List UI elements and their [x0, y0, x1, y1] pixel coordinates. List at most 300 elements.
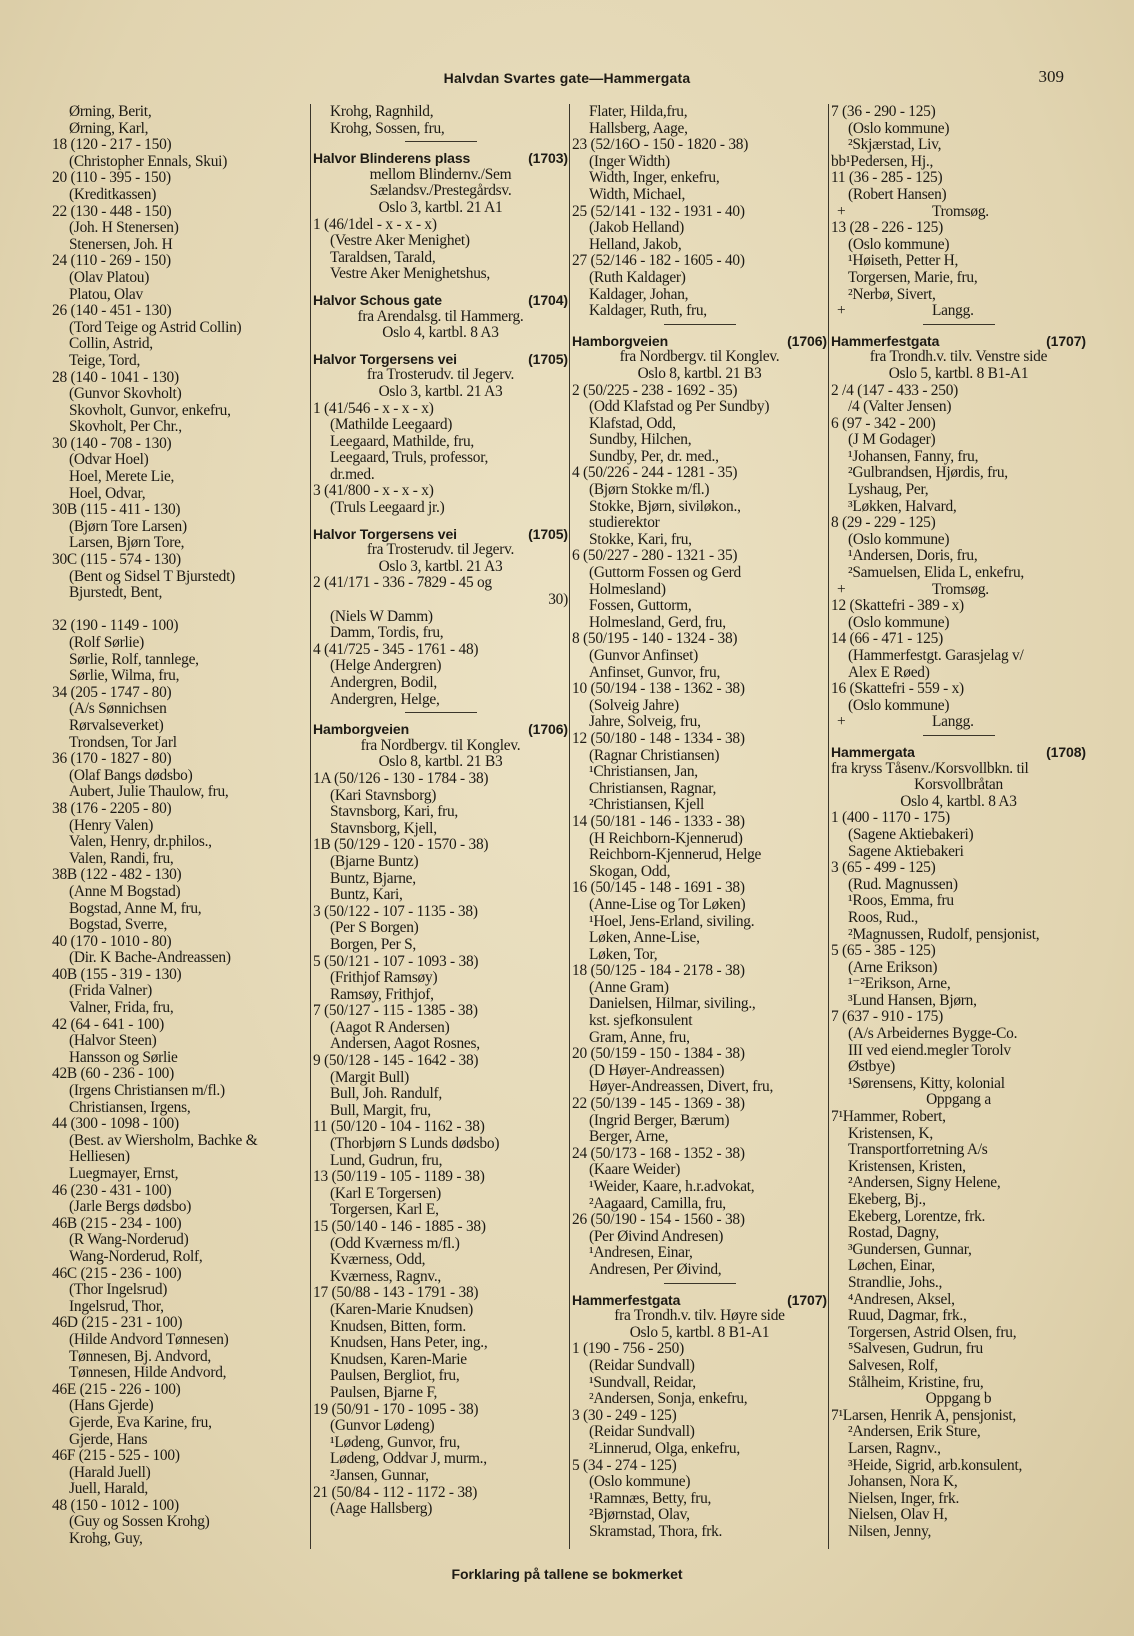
entry-line: Gjerde, Hans	[69, 1430, 148, 1448]
entry-line: ²Aagaard, Camilla, fru,	[589, 1194, 726, 1212]
entry-line: Flater, Hilda,fru,	[589, 104, 688, 120]
entry-line: 20 (50/159 - 150 - 1384 - 38)	[572, 1045, 745, 1063]
cross-street: Tromsøg.	[932, 202, 989, 220]
entry-line: Stavnsborg, Kari, fru,	[330, 803, 459, 821]
entry-line: Kristensen, Kristen,	[848, 1157, 966, 1175]
entry-line: (Arne Erikson)	[848, 958, 938, 976]
entry-line: (Thor Ingelsrud)	[69, 1281, 168, 1299]
entry-line: 1 (190 - 756 - 250)	[572, 1340, 684, 1358]
entry-line: Oppgang b	[925, 1390, 992, 1408]
cross-street-marker: +	[837, 713, 846, 731]
entry-line: (A/s Arbeidernes Bygge-Co.	[848, 1025, 1018, 1043]
entry-line: (Truls Leegaard jr.)	[330, 499, 445, 517]
entry-line: ⁴Andresen, Aksel,	[848, 1290, 955, 1308]
entry-line: 19 (50/91 - 170 - 1095 - 38)	[313, 1400, 479, 1418]
entry-line: (Harald Juell)	[69, 1463, 151, 1481]
entry-line: (Robert Hansen)	[848, 185, 947, 203]
entry-line: 1A (50/126 - 130 - 1784 - 38)	[313, 769, 489, 787]
entry-line: (Per S Borgen)	[330, 919, 419, 937]
entry-line: Leegaard, Truls, professor,	[330, 449, 489, 467]
entry-line: (Oslo kommune)	[848, 235, 950, 253]
entry-line: ²Christiansen, Kjell	[589, 796, 705, 814]
entry-line: (Guttorm Fossen og Gerd	[589, 564, 741, 582]
street-number: (1703)	[528, 150, 568, 167]
entry-line: (Niels W Damm)	[330, 607, 433, 625]
street-heading	[313, 721, 568, 738]
entry-line: 28 (140 - 1041 - 130)	[52, 368, 179, 386]
entry-line: Sundby, Hilchen,	[589, 431, 692, 449]
entry-line: Trondsen, Tor Jarl	[69, 733, 177, 751]
entry-line: 26 (140 - 451 - 130)	[52, 302, 172, 320]
entry-line: kst. sjefkonsulent	[589, 1012, 693, 1030]
entry-line: Sagene Aktiebakeri	[848, 842, 964, 860]
entry-line: (Odd Kværness m/fl.)	[330, 1234, 460, 1252]
entry-line: 9 (50/128 - 145 - 1642 - 38)	[313, 1052, 479, 1070]
entry-line: Andresen, Per Øivind,	[589, 1260, 722, 1278]
entry-line: 11 (50/120 - 104 - 1162 - 38)	[313, 1118, 485, 1136]
entry-line: (Joh. H Stenersen)	[69, 219, 179, 237]
entry-line	[831, 582, 1086, 599]
street-name: Hammerfestgata	[572, 1291, 681, 1308]
entry-line: Lund, Gudrun, fru,	[330, 1151, 443, 1169]
entry-line: 4 (41/725 - 345 - 1761 - 48)	[313, 640, 479, 658]
entry-line: Oslo 8, kartbl. 21 B3	[378, 753, 503, 771]
section-rule	[405, 712, 477, 713]
entry-line: (Bent og Sidsel T Bjurstedt)	[69, 567, 236, 585]
entry-line: Bull, Joh. Randulf,	[330, 1085, 442, 1103]
entry-line: Ruud, Dagmar, frk.,	[848, 1307, 967, 1325]
entry-line: (Guy og Sossen Krohg)	[69, 1513, 210, 1531]
entry-line: ²Skjærstad, Liv,	[848, 136, 942, 154]
entry-line: (Anne-Lise og Tor Løken)	[589, 895, 746, 913]
entry-line: Salvesen, Rolf,	[848, 1356, 938, 1374]
entry-line: Anfinset, Gunvor, fru,	[589, 663, 721, 681]
entry-line: (Olav Platou)	[69, 268, 150, 286]
entry-line: fra Trondh.v. tilv. Høyre side	[614, 1307, 785, 1325]
entry-line: Korsvollbråtan	[914, 776, 1003, 794]
entry-line: (Hilde Andvord Tønnesen)	[69, 1330, 229, 1348]
column-1	[52, 104, 308, 1554]
entry-line: Krohg, Sossen, fru,	[330, 119, 445, 137]
entry-line: Oppgang a	[926, 1091, 991, 1109]
entry-line: ³Gundersen, Gunnar,	[848, 1240, 972, 1258]
entry-line: fra Arendalsg. til Hammerg.	[357, 307, 524, 325]
entry-line: 38 (176 - 2205 - 80)	[52, 799, 172, 817]
entry-line: (D Høyer-Andreassen)	[589, 1061, 725, 1079]
entry-line: 1 (400 - 1170 - 175)	[831, 809, 950, 827]
entry-line: 1B (50/129 - 120 - 1570 - 38)	[313, 836, 489, 854]
entry-line: Stålheim, Kristine, fru,	[848, 1373, 984, 1391]
entry-line: 10 (50/194 - 138 - 1362 - 38)	[572, 680, 745, 698]
street-name: Halvor Schous gate	[313, 291, 442, 308]
section-rule	[664, 324, 736, 325]
entry-line: Kværness, Ragnv.,	[330, 1267, 442, 1285]
entry-line: 1 (41/546 - x - x - x)	[313, 399, 434, 417]
entry-line: 3 (30 - 249 - 125)	[572, 1406, 677, 1424]
street-name: Halvor Torgersens vei	[313, 350, 457, 367]
entry-line: 7 (36 - 290 - 125)	[831, 104, 936, 120]
entry-line: ¹Sørensens, Kitty, kolonial	[848, 1074, 1005, 1092]
entry-line: studierektor	[589, 514, 660, 532]
cross-street-marker: +	[837, 202, 846, 220]
entry-line: (Irgens Christiansen m/fl.)	[69, 1082, 225, 1100]
entry-line: Reichborn-Kjennerud, Helge	[589, 846, 762, 864]
entry-line: ¹Andersen, Doris, fru,	[848, 547, 978, 565]
entry-line: Christiansen, Ragnar,	[589, 779, 717, 797]
entry-line: 46B (215 - 234 - 100)	[52, 1214, 182, 1232]
entry-line: Torgersen, Karl E,	[330, 1201, 439, 1219]
street-name: Halvor Torgersens vei	[313, 525, 457, 542]
cross-street-marker: +	[837, 580, 846, 598]
entry-line: Klafstad, Odd,	[589, 414, 676, 432]
street-heading	[313, 351, 568, 368]
entry-line: Ørning, Karl,	[69, 119, 149, 137]
entry-line: Hallsberg, Aage,	[589, 119, 688, 137]
entry-line: Stokke, Bjørn, siviløkon.,	[589, 497, 741, 515]
column-2	[313, 104, 568, 1554]
entry-line: (Inger Width)	[589, 152, 670, 170]
entry-line: ²Linnerud, Olga, enkefru,	[589, 1439, 740, 1457]
section-rule	[923, 735, 995, 736]
entry-line: Valner, Frida, fru,	[69, 999, 174, 1017]
section-rule	[664, 1283, 736, 1284]
entry-line: 26 (50/190 - 154 - 1560 - 38)	[572, 1211, 745, 1229]
entry-line: ²Nerbø, Sivert,	[848, 285, 936, 303]
entry-line: 18 (50/125 - 184 - 2178 - 38)	[572, 962, 745, 980]
entry-line: 2 /4 (147 - 433 - 250)	[831, 381, 959, 399]
street-name: Hamborgveien	[572, 332, 669, 349]
entry-line: (A/s Sønnichsen	[69, 700, 167, 718]
entry-line: Transportforretning A/s	[848, 1141, 988, 1159]
cross-street: Tromsøg.	[932, 580, 989, 598]
street-number: (1707)	[1046, 332, 1086, 349]
entry-line: 16 (50/145 - 148 - 1691 - 38)	[572, 879, 745, 897]
street-name: Hamborgveien	[313, 721, 410, 738]
entry-line: fra Trondh.v. tilv. Venstre side	[869, 348, 1048, 366]
entry-line: Width, Michael,	[589, 185, 686, 203]
street-heading	[313, 526, 568, 543]
entry-line: 18 (120 - 217 - 150)	[52, 136, 172, 154]
entry-line: Oslo 3, kartbl. 21 A1	[378, 198, 503, 216]
entry-line: fra Nordbergv. til Konglev.	[619, 348, 780, 366]
entry-line: fra Trosterudv. til Jegerv.	[366, 541, 515, 559]
entry-line: 24 (110 - 269 - 150)	[52, 252, 171, 270]
entry-line: 2 (50/225 - 238 - 1692 - 35)	[572, 381, 738, 399]
entry-line: (Frida Valner)	[69, 982, 152, 1000]
entry-line: Kværness, Odd,	[330, 1251, 426, 1269]
entry-line: Luegmayer, Ernst,	[69, 1165, 179, 1182]
running-head: Halvdan Svartes gate—Hammergata	[443, 70, 691, 86]
entry-line: 42 (64 - 641 - 100)	[52, 1015, 164, 1033]
entry-line: (Bjørn Stokke m/fl.)	[589, 481, 710, 499]
entry-line: ¹Lødeng, Gunvor, fru,	[330, 1433, 460, 1451]
entry-line: 40B (155 - 319 - 130)	[52, 965, 182, 983]
entry-line: Juell, Harald,	[69, 1480, 148, 1498]
entry-line: Fossen, Guttorm,	[589, 597, 692, 615]
entry-line: Collin, Astrid,	[69, 335, 153, 353]
entry-line: (Bjarne Buntz)	[330, 852, 419, 870]
entry-line: Stokke, Kari, fru,	[589, 530, 692, 548]
entry-line: (Gunvor Lødeng)	[330, 1417, 435, 1435]
entry-line: 34 (205 - 1747 - 80)	[52, 683, 172, 701]
entry-line: 12 (50/180 - 148 - 1334 - 38)	[572, 729, 745, 747]
entry-line: (Ruth Kaldager)	[589, 268, 686, 286]
entry-line: (Rud. Magnussen)	[848, 875, 958, 893]
entry-line: 40 (170 - 1010 - 80)	[52, 932, 172, 950]
entry-line: ¹⁻²Erikson, Arne,	[848, 975, 951, 993]
entry-line: Alex E Røed)	[848, 663, 930, 681]
entry-line: ²Andersen, Signy Helene,	[848, 1174, 1001, 1192]
entry-line: Oslo 4, kartbl. 8 A3	[382, 324, 499, 342]
entry-line: ³Løkken, Halvard,	[848, 497, 957, 515]
entry-line: Paulsen, Bjarne F,	[330, 1383, 438, 1401]
entry-line: (Jarle Bergs dødsbo)	[69, 1198, 192, 1216]
entry-line: 32 (190 - 1149 - 100)	[52, 617, 179, 635]
entry-line: Knudsen, Karen-Marie	[330, 1350, 467, 1368]
street-name: Halvor Blinderens plass	[313, 150, 471, 167]
entry-line: Løken, Anne-Lise,	[589, 929, 700, 947]
street-name: Hammergata	[831, 743, 915, 760]
entry-line: (Anne Gram)	[589, 978, 669, 996]
entry-line: Nielsen, Inger, frk.	[848, 1489, 960, 1507]
cross-street: Langg.	[932, 713, 974, 731]
entry-line: 3 (41/800 - x - x - x)	[313, 482, 434, 500]
entry-line: (Gunvor Anfinset)	[589, 647, 699, 664]
entry-line: bb¹Pedersen, Hj.,	[831, 152, 934, 170]
entry-line: (Frithjof Ramsøy)	[330, 969, 438, 987]
entry-line: (Tord Teige og Astrid Collin)	[69, 318, 242, 336]
entry-line: ¹Johansen, Fanny, fru,	[848, 447, 979, 465]
entry-line: Roos, Rud.,	[848, 908, 918, 926]
entry-line: Oslo 5, kartbl. 8 B1-A1	[888, 364, 1029, 382]
entry-line: 30)	[548, 591, 568, 609]
entry-line: Andergren, Bodil,	[330, 674, 438, 691]
entry-line: Taraldsen, Tarald,	[330, 248, 436, 266]
entry-line: (Helge Andergren)	[330, 657, 442, 675]
entry-line: Østbye)	[848, 1058, 895, 1076]
entry-line: Hansson og Sørlie	[69, 1048, 178, 1066]
column-3	[572, 104, 827, 1554]
entry-line: (Hammerfestgt. Garasjelag v/	[848, 647, 1024, 664]
entry-line: ⁵Salvesen, Gudrun, fru	[848, 1340, 983, 1358]
street-heading	[313, 150, 568, 167]
entry-line: Bogstad, Anne M, fru,	[69, 899, 202, 917]
entry-line: (Ragnar Christiansen)	[589, 746, 720, 764]
entry-line: Lyshaug, Per,	[848, 481, 929, 499]
entry-line: Bull, Margit, fru,	[330, 1101, 431, 1119]
entry-line: Vestre Aker Menighetshus,	[330, 265, 491, 283]
entry-line: Oslo 3, kartbl. 21 A3	[378, 557, 503, 575]
street-number: (1707)	[787, 1291, 827, 1308]
entry-line: Gram, Anne, fru,	[589, 1028, 690, 1046]
entry-line: 27 (52/146 - 182 - 1605 - 40)	[572, 252, 745, 270]
entry-line: Høyer-Andreassen, Divert, fru,	[589, 1078, 774, 1096]
entry-line: (Reidar Sundvall)	[589, 1423, 695, 1441]
entry-line: 13 (28 - 226 - 125)	[831, 219, 943, 237]
entry-line: Platou, Olav	[69, 285, 143, 303]
entry-line: (Karl E Torgersen)	[330, 1184, 441, 1202]
street-heading	[831, 744, 1086, 761]
entry-line: Wang-Norderud, Rolf,	[69, 1247, 203, 1265]
entry-line: Kaldager, Johan,	[589, 285, 689, 303]
entry-line: (Odd Klafstad og Per Sundby)	[589, 398, 770, 416]
entry-line: (Olaf Bangs dødsbo)	[69, 766, 193, 784]
entry-line: Oslo 3, kartbl. 21 A3	[378, 382, 503, 400]
entry-line: Johansen, Nora K,	[848, 1473, 958, 1491]
entry-line: (Oslo kommune)	[848, 119, 950, 137]
entry-line: Paulsen, Bergliot, fru,	[330, 1367, 460, 1385]
entry-line: 1 (46/1del - x - x - x)	[313, 215, 437, 233]
entry-line: Stenersen, Joh. H	[69, 235, 173, 253]
entry-line: 23 (52/16O - 150 - 1820 - 38)	[572, 136, 749, 154]
entry-line: Width, Inger, enkefru,	[589, 169, 720, 187]
entry-line: (J M Godager)	[848, 431, 936, 449]
entry-line: Larsen, Bjørn Tore,	[69, 534, 185, 552]
entry-line: 7 (637 - 910 - 175)	[831, 1008, 943, 1026]
entry-line: dr.med.	[330, 465, 375, 483]
entry-line: Skovholt, Gunvor, enkefru,	[69, 401, 231, 419]
street-heading	[831, 333, 1086, 350]
entry-line: Skramstad, Thora, frk.	[589, 1522, 723, 1540]
entry-line: (Best. av Wiersholm, Bachke &	[69, 1131, 258, 1149]
entry-line: 36 (170 - 1827 - 80)	[52, 750, 172, 768]
entry-line: ³Lund Hansen, Bjørn,	[848, 991, 977, 1009]
street-heading	[572, 1292, 827, 1309]
entry-line: (Dir. K Bache-Andreassen)	[69, 949, 231, 967]
entry-line: 7¹Larsen, Henrik A, pensjonist,	[831, 1406, 1016, 1424]
entry-line: Nielsen, Olav H,	[848, 1506, 948, 1524]
entry-line: Larsen, Ragnv.,	[848, 1439, 941, 1457]
entry-line: 14 (66 - 471 - 125)	[831, 630, 943, 648]
entry-line: Holmesland)	[589, 580, 666, 598]
entry-line: 46 (230 - 431 - 100)	[52, 1181, 172, 1199]
entry-line: (H Reichborn-Kjennerud)	[589, 829, 743, 847]
cross-street-marker: +	[837, 302, 846, 320]
entry-line: ¹Christiansen, Jan,	[589, 763, 698, 781]
entry-line: fra Nordbergv. til Konglev.	[360, 736, 521, 754]
entry-line: Oslo 8, kartbl. 21 B3	[637, 364, 762, 382]
entry-line: Kristensen, K,	[848, 1124, 933, 1142]
section-rule	[405, 141, 477, 142]
entry-line: Bogstad, Sverre,	[69, 916, 168, 934]
entry-line: Torgersen, Marie, fru,	[848, 268, 978, 286]
entry-line: Ingelsrud, Thor,	[69, 1297, 164, 1315]
entry-line: Krohg, Ragnhild,	[330, 104, 434, 120]
entry-line: Ramsøy, Frithjof,	[330, 985, 434, 1003]
entry-line: Løchen, Einar,	[848, 1257, 935, 1275]
entry-line: Sundby, Per, dr. med.,	[589, 447, 719, 465]
entry-line	[831, 714, 1086, 731]
entry-line: (Gunvor Skovholt)	[69, 385, 182, 403]
entry-line: (Thorbjørn S Lunds dødsbo)	[330, 1135, 500, 1153]
entry-line: 11 (36 - 285 - 125)	[831, 169, 943, 187]
entry-line: ¹Hoel, Jens-Erland, siviling.	[589, 912, 755, 930]
entry-line: (Per Øivind Andresen)	[589, 1227, 724, 1245]
entry-line: ³Heide, Sigrid, arb.konsulent,	[848, 1456, 1023, 1474]
entry-line: 2 (41/171 - 336 - 7829 - 45 og	[313, 574, 492, 592]
street-number: (1706)	[787, 332, 827, 349]
entry-line: 46C (215 - 236 - 100)	[52, 1264, 182, 1282]
street-number: (1706)	[528, 721, 568, 738]
entry-line: 30C (115 - 574 - 130)	[52, 551, 181, 569]
entry-line: (Bjørn Tore Larsen)	[69, 517, 187, 535]
entry-line: ²Bjørnstad, Olav,	[589, 1506, 690, 1524]
column-divider	[828, 104, 829, 1549]
entry-line: Knudsen, Bitten, form.	[330, 1317, 466, 1335]
entry-line: Sælandsv./Prestegårdsv.	[369, 182, 512, 200]
street-heading	[313, 292, 568, 309]
entry-line: (Oslo kommune)	[848, 696, 950, 714]
entry-line: 17 (50/88 - 143 - 1791 - 38)	[313, 1284, 479, 1302]
footer-note: Forklaring på tallene se bokmerket	[451, 1566, 683, 1582]
column-4	[831, 104, 1086, 1554]
entry-line: (Hans Gjerde)	[69, 1397, 154, 1415]
entry-line: (Oslo kommune)	[848, 613, 950, 631]
entry-line: (Aagot R Andersen)	[330, 1018, 450, 1036]
entry-line: ¹Andresen, Einar,	[589, 1244, 693, 1262]
entry-line: Helliesen)	[69, 1148, 130, 1166]
entry-line: Sørlie, Wilma, fru,	[69, 667, 180, 685]
entry-line: 8 (50/195 - 140 - 1324 - 38)	[572, 630, 738, 648]
entry-line: (Sagene Aktiebakeri)	[848, 825, 974, 843]
entry-line: 46F (215 - 525 - 100)	[52, 1447, 180, 1465]
entry-line: Valen, Henry, dr.philos.,	[69, 833, 212, 851]
entry-line: (Margit Bull)	[330, 1068, 409, 1086]
entry-line: Tønnesen, Hilde Andvord,	[69, 1364, 227, 1382]
entry-line: (Kaare Weider)	[589, 1161, 681, 1179]
entry-line: Strandlie, Johs.,	[848, 1273, 943, 1291]
entry-line: 46D (215 - 231 - 100)	[52, 1314, 183, 1332]
entry-line: (Oslo kommune)	[848, 530, 950, 548]
entry-line: Sørlie, Rolf, tannlege,	[69, 650, 199, 668]
entry-line: ²Gulbrandsen, Hjørdis, fru,	[848, 464, 1008, 482]
street-number: (1708)	[1046, 743, 1086, 760]
entry-line: ¹Weider, Kaare, h.r.advokat,	[589, 1178, 755, 1195]
entry-line: ²Magnussen, Rudolf, pensjonist,	[848, 925, 1040, 943]
entry-line: ¹Ramnæs, Betty, fru,	[589, 1489, 712, 1507]
entry-line: Jahre, Solveig, fru,	[589, 713, 701, 731]
entry-line: Oslo 4, kartbl. 8 A3	[900, 792, 1017, 810]
entry-line: Andersen, Aagot Rosnes,	[330, 1035, 480, 1053]
entry-line: 22 (50/139 - 145 - 1369 - 38)	[572, 1095, 745, 1113]
blank-line	[52, 602, 308, 619]
entry-line: Rostad, Dagny,	[848, 1224, 939, 1242]
entry-line: 8 (29 - 229 - 125)	[831, 514, 936, 532]
section-rule	[923, 324, 995, 325]
entry-line: (Kreditkassen)	[69, 185, 157, 203]
entry-line: /4 (Valter Jensen)	[848, 398, 952, 416]
entry-line	[831, 204, 1086, 221]
entry-line: ²Andersen, Erik Sture,	[848, 1423, 981, 1441]
entry-line: Torgersen, Astrid Olsen, fru,	[848, 1323, 1017, 1341]
entry-line: Bjurstedt, Bent,	[69, 584, 163, 602]
entry-line: Hoel, Odvar,	[69, 484, 146, 502]
entry-line: (Ingrid Berger, Bærum)	[589, 1111, 730, 1129]
entry-line: Buntz, Kari,	[330, 886, 403, 904]
entry-line: 5 (34 - 274 - 125)	[572, 1456, 677, 1474]
entry-line: Ekeberg, Lorentze, frk.	[848, 1207, 986, 1225]
entry-line: 7¹Hammer, Robert,	[831, 1108, 946, 1126]
entry-line: Teige, Tord,	[69, 351, 141, 369]
street-number: (1705)	[528, 350, 568, 367]
entry-line	[831, 303, 1086, 320]
street-number: (1705)	[528, 525, 568, 542]
entry-line: 15 (50/140 - 146 - 1885 - 38)	[313, 1218, 486, 1235]
entry-line: Hoel, Merete Lie,	[69, 468, 175, 486]
entry-line: 25 (52/141 - 132 - 1931 - 40)	[572, 202, 745, 220]
entry-line: 30 (140 - 708 - 130)	[52, 434, 172, 452]
entry-line: ¹Sundvall, Reidar,	[589, 1373, 696, 1391]
